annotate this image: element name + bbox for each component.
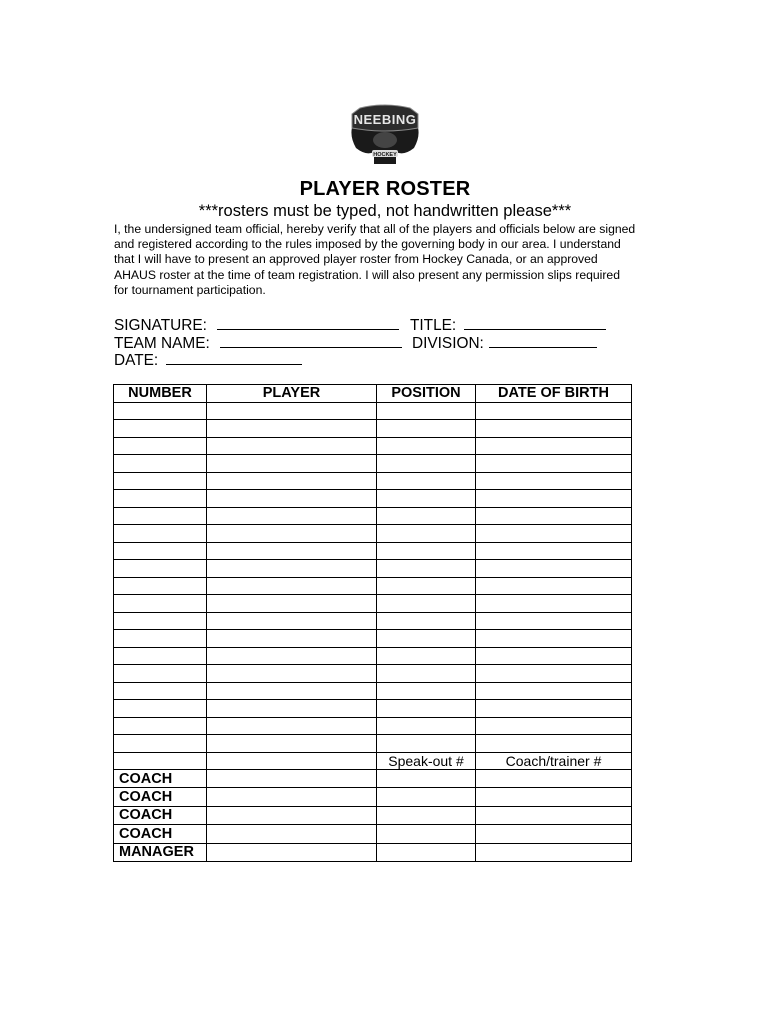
dob-cell[interactable] [476, 402, 632, 420]
position-cell[interactable] [377, 700, 476, 718]
dob-cell[interactable] [476, 665, 632, 683]
table-row [114, 612, 632, 630]
roster-table [113, 384, 632, 862]
number-cell[interactable] [114, 402, 207, 420]
player-cell[interactable] [207, 682, 377, 700]
position-cell[interactable] [377, 472, 476, 490]
position-cell[interactable] [377, 682, 476, 700]
position-cell[interactable] [377, 577, 476, 595]
date-field[interactable] [166, 350, 302, 365]
table-row [114, 455, 632, 473]
page-subtitle: ***rosters must be typed, not handwritten please*** [198, 202, 572, 220]
position-cell[interactable] [377, 490, 476, 508]
number-cell[interactable] [114, 455, 207, 473]
number-cell[interactable] [114, 647, 207, 665]
table-row [114, 437, 632, 455]
logo-wordmark: NEEBING [353, 112, 417, 127]
official-role-label: COACH [114, 770, 207, 788]
declaration-line: AHAUS roster at the time of team registration. I will also present any permission slips required [114, 267, 620, 282]
coach-trainer-cell[interactable] [476, 788, 632, 806]
player-cell[interactable] [207, 437, 377, 455]
signature-field[interactable] [217, 315, 399, 330]
declaration-line: and registered according to the rules imposed by the governing body in our area. I understand [114, 237, 621, 252]
coach-trainer-cell[interactable] [476, 825, 632, 843]
speak-out-header: Speak-out # [377, 752, 476, 770]
position-cell[interactable] [377, 735, 476, 753]
player-cell[interactable] [207, 542, 377, 560]
speak-out-cell[interactable] [377, 843, 476, 861]
position-cell[interactable] [377, 507, 476, 525]
dob-cell[interactable] [476, 595, 632, 613]
player-rows [114, 402, 632, 752]
player-cell[interactable] [207, 490, 377, 508]
number-cell[interactable] [114, 420, 207, 438]
logo-tagline: HOCKEY [373, 152, 397, 158]
page-title: PLAYER ROSTER [299, 178, 471, 200]
player-cell[interactable] [207, 700, 377, 718]
dob-cell[interactable] [476, 682, 632, 700]
table-row [114, 525, 632, 543]
player-cell[interactable] [207, 647, 377, 665]
division-field[interactable] [489, 333, 597, 348]
date-label: DATE: [114, 352, 159, 369]
player-cell[interactable] [207, 735, 377, 753]
table-row [114, 595, 632, 613]
dob-cell[interactable] [476, 560, 632, 578]
table-row [114, 507, 632, 525]
dob-cell[interactable] [476, 700, 632, 718]
team-name-field[interactable] [220, 333, 402, 348]
position-cell[interactable] [377, 525, 476, 543]
player-cell[interactable] [207, 455, 377, 473]
position-cell[interactable] [377, 542, 476, 560]
table-row [114, 665, 632, 683]
date-row [114, 350, 302, 370]
table-row [114, 472, 632, 490]
number-cell[interactable] [114, 595, 207, 613]
signature-row [114, 315, 399, 335]
officials-subheader-row [114, 752, 632, 770]
table-row [114, 490, 632, 508]
number-cell[interactable] [114, 735, 207, 753]
table-cell[interactable] [207, 752, 377, 770]
number-cell[interactable] [114, 717, 207, 735]
player-cell[interactable] [207, 472, 377, 490]
team-name-label: TEAM NAME: [114, 335, 210, 352]
coach-trainer-cell[interactable] [476, 843, 632, 861]
header-date-of-birth: DATE OF BIRTH [476, 385, 632, 403]
dob-cell[interactable] [476, 420, 632, 438]
official-row [114, 788, 632, 806]
declaration-line: for tournament participation. [114, 282, 266, 297]
table-row [114, 542, 632, 560]
player-cell[interactable] [207, 717, 377, 735]
official-row [114, 770, 632, 788]
dob-cell[interactable] [476, 472, 632, 490]
official-row [114, 806, 632, 824]
speak-out-cell[interactable] [377, 806, 476, 824]
number-cell[interactable] [114, 630, 207, 648]
position-cell[interactable] [377, 612, 476, 630]
title-label: TITLE: [410, 317, 457, 334]
official-row [114, 825, 632, 843]
official-name-cell[interactable] [207, 770, 377, 788]
speak-out-cell[interactable] [377, 825, 476, 843]
table-row [114, 735, 632, 753]
official-name-cell[interactable] [207, 825, 377, 843]
dob-cell[interactable] [476, 542, 632, 560]
position-cell[interactable] [377, 420, 476, 438]
table-row [114, 560, 632, 578]
position-cell[interactable] [377, 647, 476, 665]
number-cell[interactable] [114, 577, 207, 595]
declaration-text [114, 222, 674, 298]
official-name-cell[interactable] [207, 788, 377, 806]
dob-cell[interactable] [476, 630, 632, 648]
number-cell[interactable] [114, 490, 207, 508]
table-cell[interactable] [114, 752, 207, 770]
official-role-label: COACH [114, 788, 207, 806]
header-player: PLAYER [207, 385, 377, 403]
number-cell[interactable] [114, 525, 207, 543]
player-cell[interactable] [207, 402, 377, 420]
position-cell[interactable] [377, 595, 476, 613]
declaration-line: that I will have to present an approved player roster from Hockey Canada, or an approved [114, 252, 598, 267]
number-cell[interactable] [114, 507, 207, 525]
division-label: DIVISION: [412, 335, 484, 352]
table-row [114, 700, 632, 718]
official-role-label: COACH [114, 806, 207, 824]
player-cell[interactable] [207, 665, 377, 683]
player-cell[interactable] [207, 420, 377, 438]
number-cell[interactable] [114, 560, 207, 578]
table-row [114, 647, 632, 665]
player-cell[interactable] [207, 595, 377, 613]
dob-cell[interactable] [476, 577, 632, 595]
number-cell[interactable] [114, 682, 207, 700]
position-cell[interactable] [377, 665, 476, 683]
coach-trainer-cell[interactable] [476, 770, 632, 788]
number-cell[interactable] [114, 437, 207, 455]
table-row [114, 630, 632, 648]
position-cell[interactable] [377, 560, 476, 578]
position-cell[interactable] [377, 402, 476, 420]
coach-trainer-header: Coach/trainer # [476, 752, 632, 770]
player-cell[interactable] [207, 630, 377, 648]
title-row [410, 315, 606, 335]
neebing-hockey-logo [344, 100, 426, 166]
player-cell[interactable] [207, 612, 377, 630]
dob-cell[interactable] [476, 507, 632, 525]
table-row [114, 717, 632, 735]
table-row [114, 420, 632, 438]
number-cell[interactable] [114, 665, 207, 683]
official-rows [114, 770, 632, 862]
speak-out-cell[interactable] [377, 770, 476, 788]
official-role-label: MANAGER [114, 843, 207, 861]
number-cell[interactable] [114, 472, 207, 490]
official-role-label: COACH [114, 825, 207, 843]
table-row [114, 682, 632, 700]
dob-cell[interactable] [476, 455, 632, 473]
table-row [114, 577, 632, 595]
player-cell[interactable] [207, 525, 377, 543]
dob-cell[interactable] [476, 647, 632, 665]
signature-label: SIGNATURE: [114, 317, 207, 334]
dob-cell[interactable] [476, 525, 632, 543]
division-row [412, 333, 597, 353]
position-cell[interactable] [377, 717, 476, 735]
official-row [114, 843, 632, 861]
dob-cell[interactable] [476, 437, 632, 455]
header-number: NUMBER [114, 385, 207, 403]
number-cell[interactable] [114, 612, 207, 630]
player-cell[interactable] [207, 507, 377, 525]
table-header-row [114, 385, 632, 403]
dob-cell[interactable] [476, 612, 632, 630]
number-cell[interactable] [114, 542, 207, 560]
speak-out-cell[interactable] [377, 788, 476, 806]
coach-trainer-cell[interactable] [476, 806, 632, 824]
table-row [114, 402, 632, 420]
number-cell[interactable] [114, 700, 207, 718]
official-name-cell[interactable] [207, 843, 377, 861]
position-cell[interactable] [377, 630, 476, 648]
declaration-line: I, the undersigned team official, hereby verify that all of the players and officials below are signed [114, 222, 636, 236]
title-field[interactable] [464, 315, 606, 330]
player-cell[interactable] [207, 560, 377, 578]
dob-cell[interactable] [476, 735, 632, 753]
position-cell[interactable] [377, 437, 476, 455]
player-cell[interactable] [207, 577, 377, 595]
header-position: POSITION [377, 385, 476, 403]
dob-cell[interactable] [476, 717, 632, 735]
position-cell[interactable] [377, 455, 476, 473]
official-name-cell[interactable] [207, 806, 377, 824]
dob-cell[interactable] [476, 490, 632, 508]
